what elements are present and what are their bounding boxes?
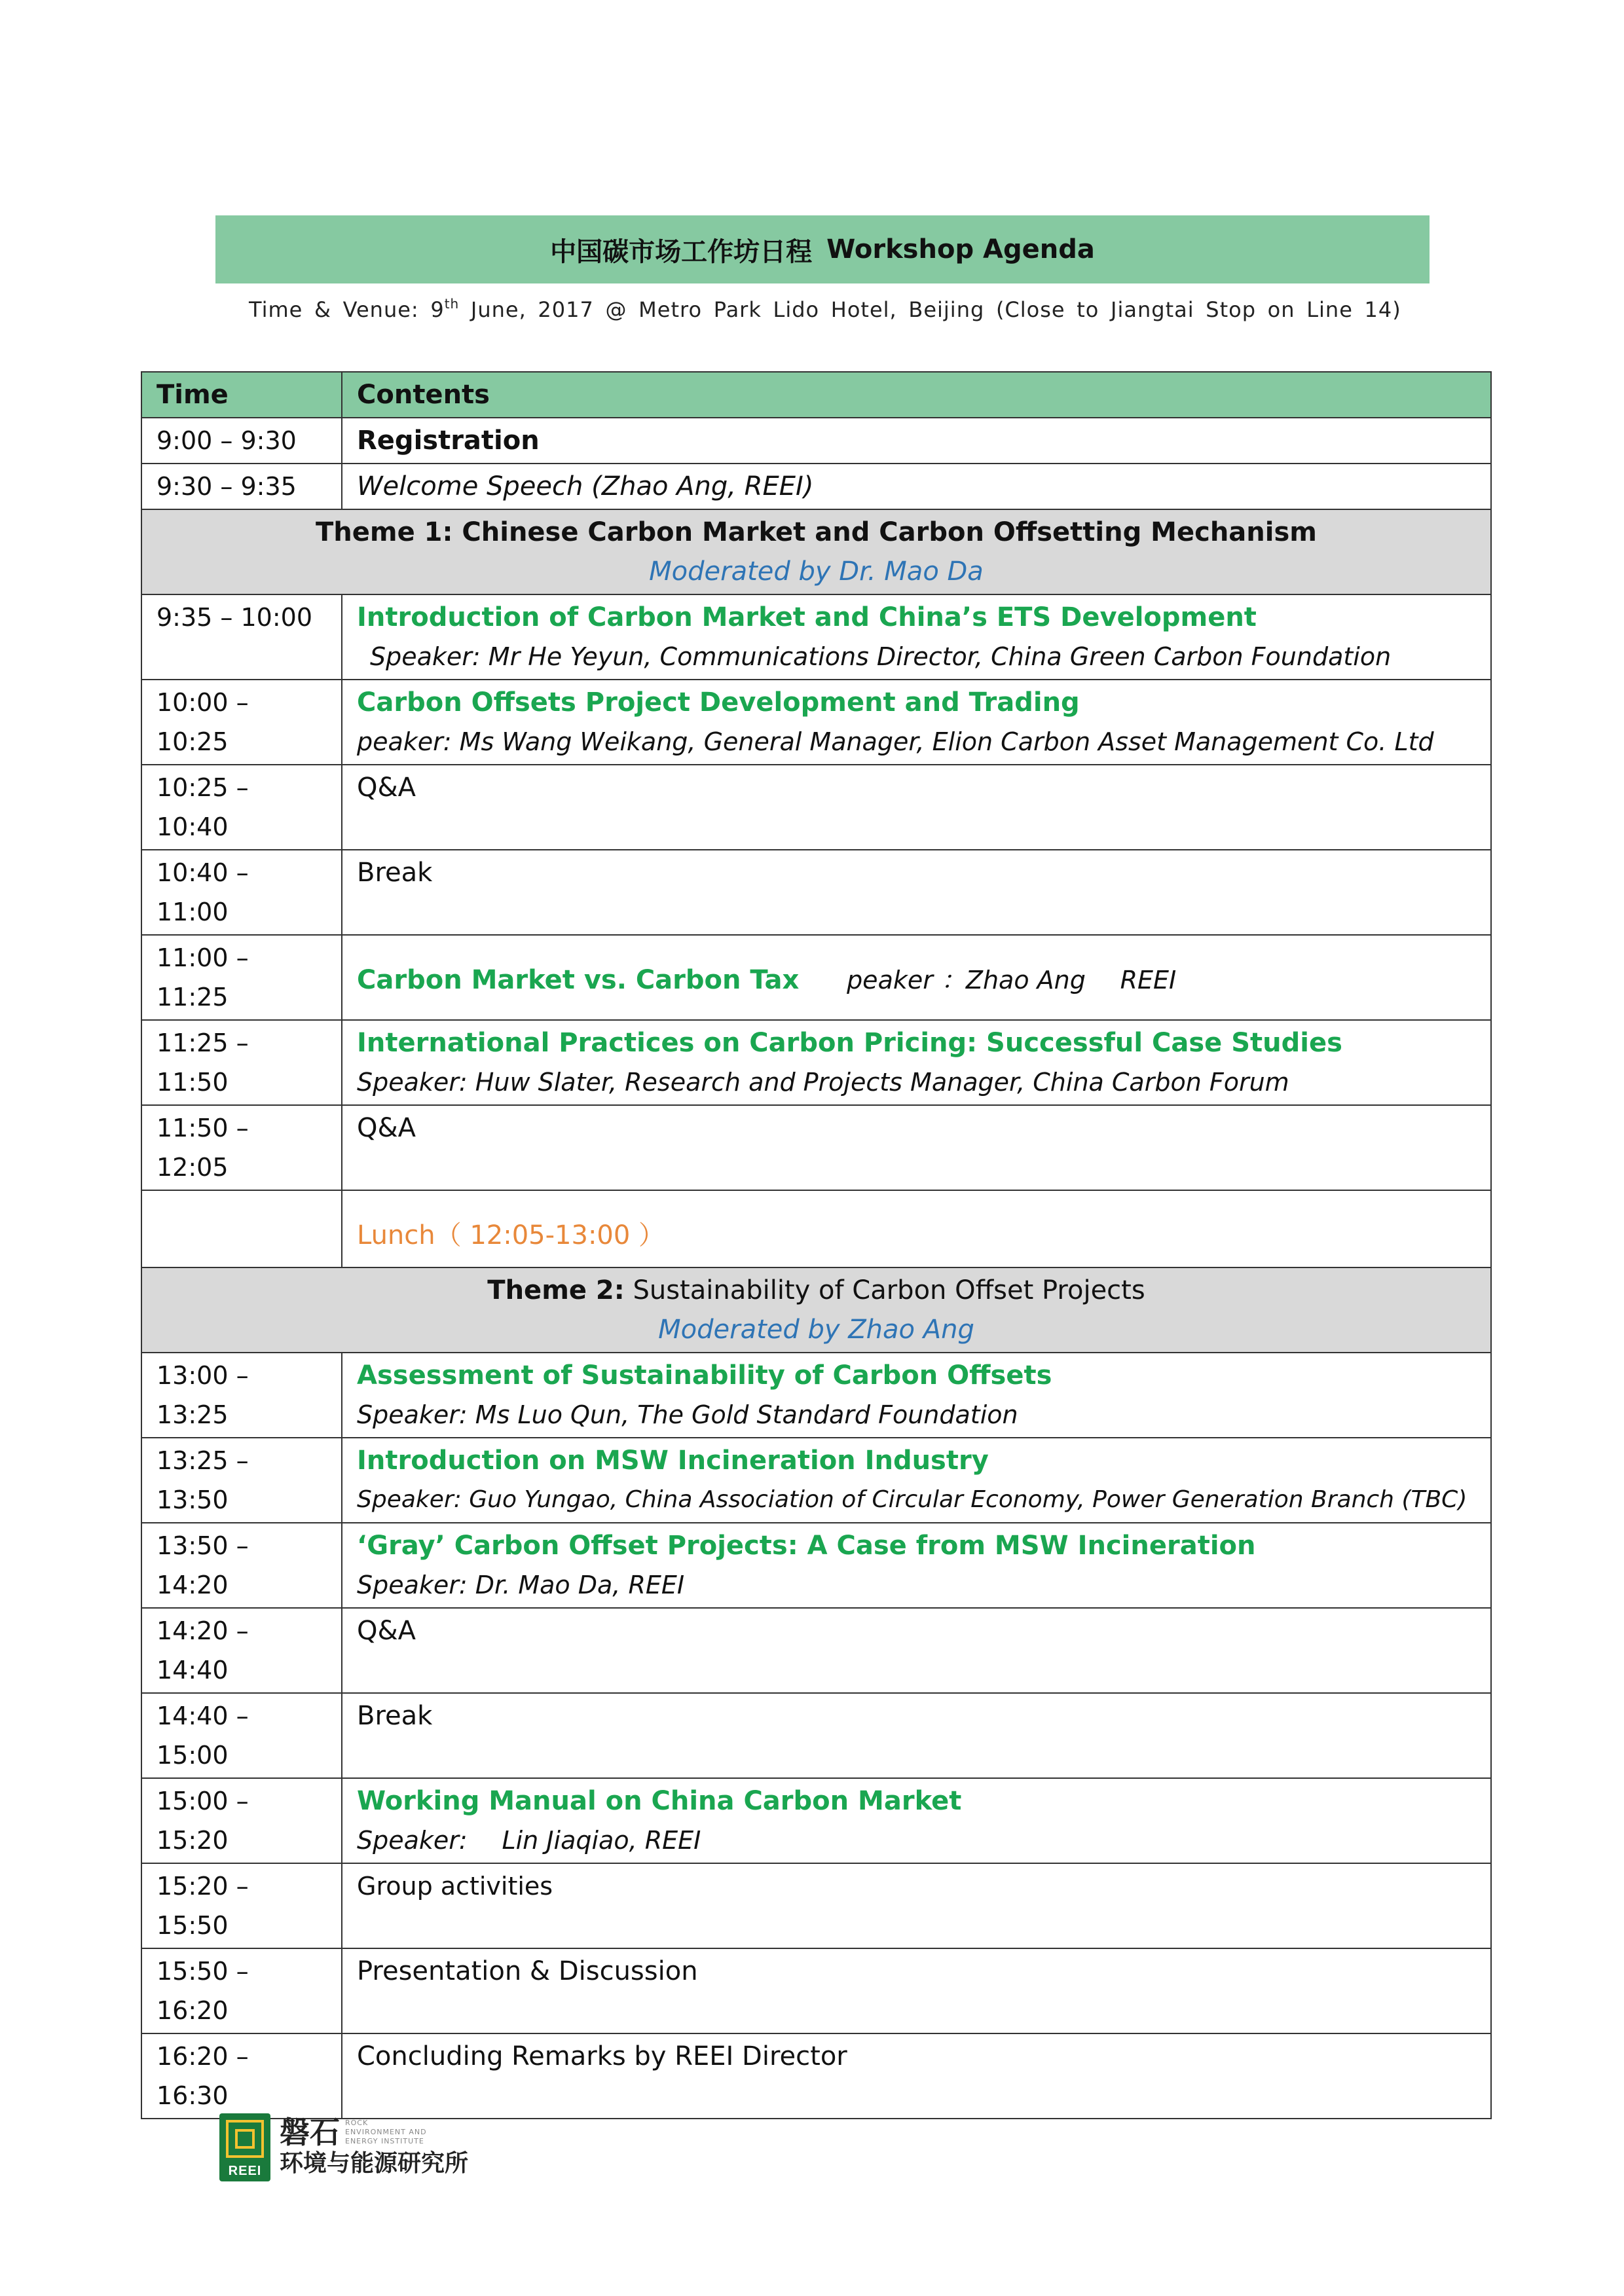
theme-cell	[141, 1267, 1491, 1353]
session-speaker: Speaker:	[357, 1826, 468, 1855]
session-time: 9:30 – 9:35	[141, 464, 342, 509]
table-row	[141, 1105, 1491, 1190]
theme-title: Sustainability of Carbon Offset Projects	[633, 1275, 1145, 1305]
theme-moderator: Moderated by Dr. Mao Da	[649, 556, 984, 587]
venue-word: Metro	[638, 297, 703, 322]
logo-cn-full: 环境与能源研究所	[280, 2150, 469, 2177]
session-time: 13:25 – 13:50	[141, 1438, 342, 1523]
table-row	[141, 680, 1491, 765]
session-content	[342, 1438, 1491, 1523]
venue-word: June,	[470, 297, 526, 322]
table-row	[141, 1863, 1491, 1948]
session-time: 10:00 – 10:25	[141, 680, 342, 765]
venue-day-suffix: th	[444, 296, 460, 312]
session-time: 9:00 – 9:30	[141, 418, 342, 464]
session-title: Q&A	[342, 765, 1491, 850]
theme-moderator: Moderated by Zhao Ang	[658, 1315, 974, 1345]
venue-word: Lido	[773, 297, 820, 322]
venue-word: on	[1267, 297, 1295, 322]
session-time: 14:40 – 15:00	[141, 1693, 342, 1778]
logo-en-name: ROCK ENVIRONMENT AND ENERGY INSTITUTE	[345, 2119, 427, 2145]
session-title: Working Manual on China Carbon Market	[357, 1786, 962, 1816]
session-speaker: peaker ：Zhao Ang	[847, 966, 1086, 994]
session-time: 13:50 – 14:20	[141, 1523, 342, 1608]
session-time: 15:50 – 16:20	[141, 1948, 342, 2033]
session-time: 15:20 – 15:50	[141, 1863, 342, 1948]
venue-word: to	[1077, 297, 1099, 322]
venue-word: 14)	[1364, 297, 1401, 322]
table-row	[141, 418, 1491, 464]
venue-date-day	[430, 297, 459, 322]
table-row	[141, 765, 1491, 850]
theme-label: Theme 2:	[487, 1275, 625, 1305]
session-time: 10:25 – 10:40	[141, 765, 342, 850]
session-title: Assessment of Sustainability of Carbon Offsets	[357, 1360, 1052, 1391]
session-title: Concluding Remarks by REEI Director	[342, 2033, 1491, 2119]
table-header-row	[141, 372, 1491, 418]
session-time: 9:35 – 10:00	[141, 594, 342, 680]
reei-logo-mark	[219, 2113, 270, 2181]
title-en: Workshop Agenda	[826, 234, 1095, 264]
session-title: Break	[342, 850, 1491, 935]
table-row	[141, 1020, 1491, 1105]
table-row	[141, 1693, 1491, 1778]
table-row	[141, 594, 1491, 680]
session-title: Welcome Speech (Zhao Ang, REEI)	[342, 464, 1491, 509]
session-time: 15:00 – 15:20	[141, 1778, 342, 1863]
table-row	[141, 1190, 1491, 1267]
venue-word: (Close	[995, 297, 1065, 322]
session-title: Presentation & Discussion	[342, 1948, 1491, 2033]
session-title: ‘Gray’ Carbon Offset Projects: A Case from MSW Incineration	[357, 1531, 1256, 1561]
session-speaker: peaker: Ms Wang Weikang, General Manager, Elion Carbon Asset Management Co. Ltd	[357, 727, 1434, 756]
venue-word: 2017	[538, 297, 594, 322]
theme-cell	[141, 509, 1491, 594]
session-content	[342, 1523, 1491, 1608]
session-title: Registration	[342, 418, 1491, 464]
table-row	[141, 935, 1491, 1020]
venue-word: Beijing	[908, 297, 985, 322]
session-title: Q&A	[342, 1608, 1491, 1693]
venue-word: Line	[1306, 297, 1353, 322]
venue-word: Jiangtai	[1111, 297, 1194, 322]
logo-cn-name: 磐石	[280, 2115, 340, 2150]
session-content	[342, 1778, 1491, 1863]
session-title: Q&A	[342, 1105, 1491, 1190]
session-content	[342, 594, 1491, 680]
venue-day-number: 9	[430, 297, 445, 322]
venue-word: @	[605, 297, 627, 322]
table-row	[141, 1778, 1491, 1863]
table-row	[141, 1353, 1491, 1438]
venue-word: Hotel,	[830, 297, 897, 322]
col-header-time: Time	[141, 372, 342, 418]
session-title: Carbon Offsets Project Development and Trading	[357, 687, 1080, 718]
time-venue-line	[249, 293, 1401, 326]
session-time: 14:20 – 14:40	[141, 1608, 342, 1693]
session-time	[141, 1190, 342, 1267]
logo-top-line	[280, 2116, 468, 2149]
table-row	[141, 1948, 1491, 2033]
session-content	[342, 935, 1491, 1020]
logo-pattern-icon	[226, 2120, 264, 2158]
col-header-contents: Contents	[342, 372, 1491, 418]
venue-word: Park	[713, 297, 762, 322]
session-title: International Practices on Carbon Pricing: Successful Case Studies	[357, 1028, 1342, 1058]
table-row	[141, 1438, 1491, 1523]
logo-mark-text: REEI	[228, 2164, 262, 2178]
session-title: Introduction of Carbon Market and China’s ETS Development	[357, 602, 1257, 632]
session-speaker-org: Lin Jiaqiao, REEI	[502, 1826, 701, 1855]
session-time: 10:40 – 11:00	[141, 850, 342, 935]
venue-word: &	[314, 297, 331, 322]
theme-row	[141, 1267, 1491, 1353]
theme-row	[141, 509, 1491, 594]
session-time: 16:20 – 16:30	[141, 2033, 342, 2119]
session-speaker: Speaker: Ms Luo Qun, The Gold Standard Foundation	[357, 1400, 1018, 1429]
theme-title: Theme 1: Chinese Carbon Market and Carbon Offsetting Mechanism	[316, 517, 1317, 547]
session-content	[342, 1353, 1491, 1438]
lunch-label: Lunch（ 12:05-13:00 ）	[342, 1190, 1491, 1267]
session-speaker-line	[357, 1821, 1477, 1860]
session-content	[342, 680, 1491, 765]
agenda-title-bar	[215, 215, 1430, 283]
table-row	[141, 850, 1491, 935]
session-speaker: Speaker: Dr. Mao Da, REEI	[357, 1571, 685, 1599]
venue-word: Venue:	[342, 297, 419, 322]
session-time: 11:50 – 12:05	[141, 1105, 342, 1190]
table-row	[141, 1608, 1491, 1693]
session-content	[342, 1020, 1491, 1105]
session-time: 11:00 – 11:25	[141, 935, 342, 1020]
venue-word: Stop	[1206, 297, 1257, 322]
session-title: Carbon Market vs. Carbon Tax	[357, 965, 800, 995]
session-speaker: Speaker: Mr He Yeyun, Communications Director, China Green Carbon Foundation	[370, 642, 1392, 671]
session-title: Group activities	[342, 1863, 1491, 1948]
title-cn: 中国碳市场工作坊日程	[550, 236, 813, 267]
theme-heading	[155, 1271, 1477, 1310]
table-row	[141, 1523, 1491, 1608]
session-title: Introduction on MSW Incineration Industry	[357, 1446, 989, 1476]
session-speaker: Speaker: Huw Slater, Research and Projects Manager, China Carbon Forum	[357, 1068, 1289, 1097]
reei-logo	[219, 2111, 488, 2183]
table-row	[141, 2033, 1491, 2119]
logo-text	[280, 2116, 468, 2179]
session-title: Break	[342, 1693, 1491, 1778]
session-time: 11:25 – 11:50	[141, 1020, 342, 1105]
table-row	[141, 464, 1491, 509]
session-time: 13:00 – 13:25	[141, 1353, 342, 1438]
agenda-table	[141, 371, 1492, 2119]
session-speaker-org: REEI	[1120, 966, 1177, 994]
venue-word: Time	[249, 297, 303, 322]
session-speaker: Speaker: Guo Yungao, China Association of Circular Economy, Power Generation Branch (TBC)	[357, 1486, 1467, 1513]
